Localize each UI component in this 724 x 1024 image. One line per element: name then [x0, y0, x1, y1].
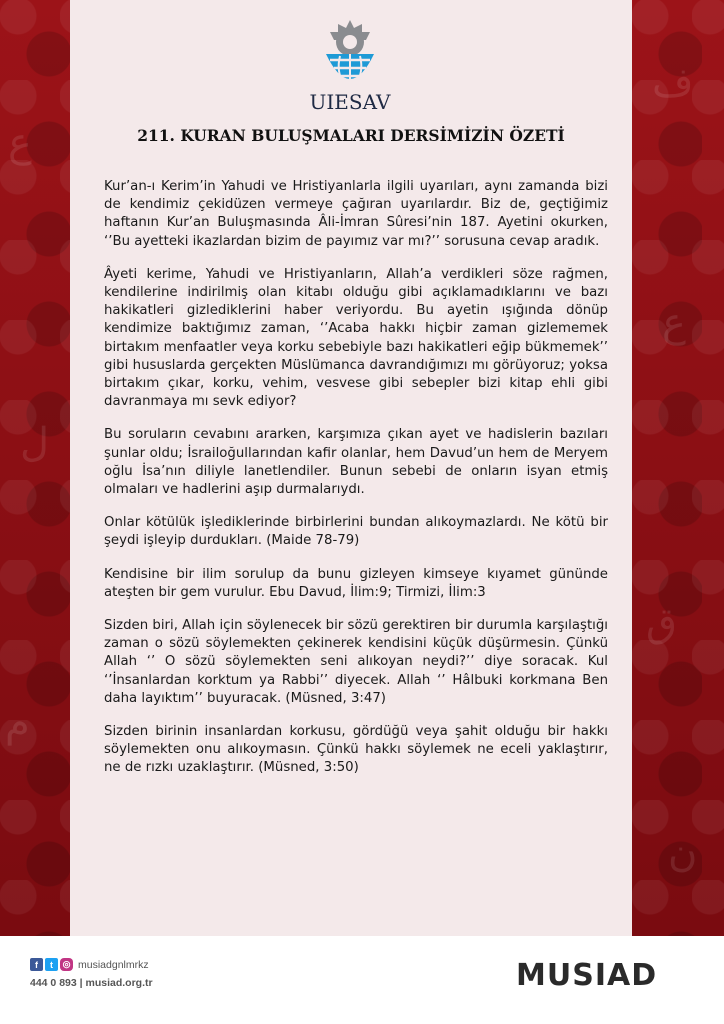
uiesav-logo-icon: [300, 14, 400, 94]
calligraphy-ornament: ق: [646, 600, 678, 646]
calligraphy-ornament: ع: [8, 120, 32, 166]
left-decorative-band: [0, 0, 70, 936]
paragraph: Bu soruların cevabını ararken, karşımıza çıkan ayet ve hadislerin bazıları şunlar oldu; İsrailoğullarından kafir olanlar, hem Davud’un hem de Meryem oğlu İsa’nın diliyle lanetlendiler. Bunun sebebi de onların isyan etmiş olmaları ve hadlerini aşıp durmalarıydı.: [104, 427, 608, 498]
paragraph: Onlar kötülük işlediklerinde birbirlerini bundan alıkoymazlardı. Ne kötü bir şeydi işleyip durdukları. (Maide 78-79): [104, 515, 608, 549]
social-handle[interactable]: musiadgnlmrkz: [78, 958, 149, 971]
paragraph: Kendisine bir ilim sorulup da bunu gizleyen kimseye kıyamet gününde ateşten bir gem vurulur. Ebu Davud, İlim:9; Tirmizi, İlim:3: [104, 566, 608, 600]
calligraphy-ornament: ل: [20, 420, 50, 466]
paragraph: Sizden birinin insanlardan korkusu, gördüğü veya şahit olduğu bir hakkı söylemekten onu alıkoymasın. Çünkü hakkı söylemek ne eceli yaklaştırır, ne de rızkı uzaklaştırır. (Müsned, 3:50): [104, 724, 608, 776]
paragraph: Kur’an-ı Kerim’in Yahudi ve Hristiyanlarla ilgili uyarıları, aynı zamanda bizi de kendimiz çekidüzen vermeye çağıran uyarılardır. Biz de, geçtiğimiz haftanın Kur’an Buluşmasında Âli-İmran Sûresi’nin 187. Ayetini okurken, ‘’Bu ayetteki ikazlardan bizim de payımız var mı?’’ sorusuna cevap aradık.: [104, 179, 608, 249]
paragraph: Âyeti kerime, Yahudi ve Hristiyanların, Allah’a verdikleri söze rağmen, kendilerine indirilmiş olan kitabı olduğu gibi açıklamadıklarını ve bazı hakikatleri gizlediklerini haber veriyordu. Bu ayetin ışığında dönüp kendimize baktığımız zaman, ‘’Acaba hakkı hiçbir zaman gizlememek birtakım menfaatler veya korku sebebiyle bazı hakikatleri eğip bükmemek’’ gibi hususlarda gerçekten Müslümanca davrandığımızı mı görüyoruz; yoksa birtakım çıkar, korku, vehim, vesvese gibi sebepler bizi kitap ehli gibi davranmaya mı sevk ediyor?: [104, 266, 608, 410]
calligraphy-ornament: م: [5, 700, 30, 746]
calligraphy-ornament: ف: [652, 60, 694, 106]
page-title: 211. KURAN BULUŞMALARI DERSİMİZİN ÖZETİ: [137, 126, 565, 145]
twitter-icon[interactable]: t: [45, 958, 58, 971]
facebook-icon[interactable]: f: [30, 958, 43, 971]
summary-body: [104, 178, 608, 793]
calligraphy-ornament: ع: [662, 300, 686, 346]
right-decorative-band: [632, 0, 724, 936]
instagram-icon[interactable]: ◎: [60, 958, 73, 971]
logo-wordmark: UIESAV: [309, 90, 391, 114]
contact-line[interactable]: 444 0 893 | musiad.org.tr: [30, 977, 153, 989]
calligraphy-ornament: ن: [668, 830, 698, 876]
social-row: [30, 958, 153, 971]
paragraph: Sizden biri, Allah için söylenecek bir sözü gerektiren bir durumla karşılaştığı zaman o sözü söylemekten çekinerek kendisini küçük düşürmesin. Çünkü Allah ‘’ O sözü söylemekten seni alıkoyan neydi?’’ diye soracak. Kul ‘’İnsanlardan korktum ya Rabbi’’ diyecek. Allah ‘’ Hâlbuki korkmana Ben daha layıktım’’ buyuracak. (Müsned, 3:47): [104, 618, 608, 706]
musiad-logo: MUSIAD: [516, 958, 658, 993]
footer-contact: [30, 958, 153, 989]
